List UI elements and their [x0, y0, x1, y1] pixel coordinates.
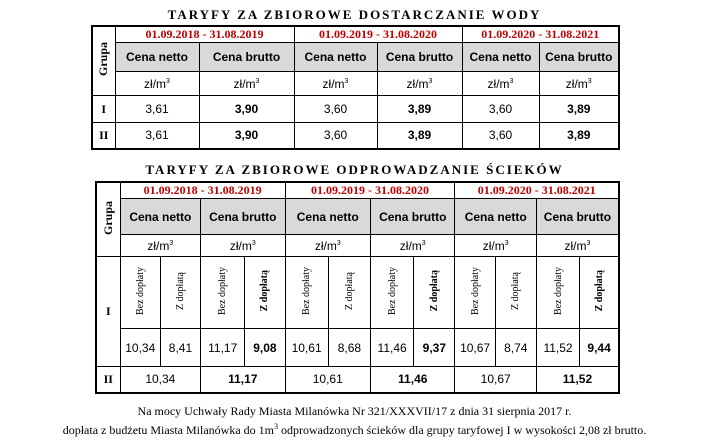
unit-label: $zł/m^3$ — [115, 72, 199, 96]
price-cell: 8,41 — [160, 329, 200, 367]
price-cell: 10,67 — [455, 367, 536, 393]
bez-doplaty-header: Bez dopłaty — [120, 257, 160, 329]
price-cell: 3,60 — [294, 96, 377, 123]
unit-label: $zł/m^3$ — [539, 72, 619, 96]
z-doplata-header: Z dopłatą — [160, 257, 200, 329]
price-cell: 11,46 — [371, 367, 455, 393]
price-cell: 3,60 — [294, 123, 377, 149]
table-row — [96, 367, 619, 393]
group-label: II — [96, 367, 120, 393]
z-doplata-header: Z dopłatą — [414, 257, 455, 329]
bez-doplaty-header: Bez dopłaty — [536, 257, 579, 329]
netto-header: Cena netto — [115, 43, 199, 72]
bez-doplaty-header: Bez dopłaty — [201, 257, 245, 329]
price-cell: 10,34 — [120, 367, 200, 393]
price-cell: 11,52 — [536, 367, 619, 393]
sewage-tariff-title: TARYFY ZA ZBIOROWE ODPROWADZANIE ŚCIEKÓW — [145, 162, 564, 177]
price-cell: 9,08 — [245, 329, 285, 367]
period-header: 01.09.2018 - 31.08.2019 — [115, 26, 294, 43]
period-header: 01.09.2019 - 31.08.2020 — [294, 26, 462, 43]
netto-header: Cena netto — [462, 43, 539, 72]
price-cell: 3,89 — [539, 123, 619, 149]
netto-header: Cena netto — [294, 43, 377, 72]
brutto-header: Cena brutto — [371, 199, 455, 235]
unit-label: $zł/m^3$ — [285, 235, 370, 257]
unit-label: $zł/m^3$ — [462, 72, 539, 96]
group-label: II — [92, 123, 115, 149]
period-header: 01.09.2020 - 31.08.2021 — [455, 182, 619, 199]
unit-label: $zł/m^3$ — [120, 235, 200, 257]
note-line-1: Na mocy Uchwały Rady Miasta Milanówka Nr 321/XXXVII/17 z dnia 31 sierpnia 2017 r. — [137, 404, 572, 418]
unit-label: $zł/m^3$ — [377, 72, 462, 96]
subsidy-note — [0, 404, 709, 438]
price-cell: 10,67 — [455, 329, 495, 367]
price-cell: 3,89 — [377, 96, 462, 123]
group-label: I — [96, 257, 120, 367]
price-cell: 3,60 — [462, 96, 539, 123]
period-header: 01.09.2020 - 31.08.2021 — [462, 26, 619, 43]
unit-label: $zł/m^3$ — [455, 235, 536, 257]
bez-doplaty-header: Bez dopłaty — [371, 257, 414, 329]
price-cell: 3,89 — [539, 96, 619, 123]
brutto-header: Cena brutto — [377, 43, 462, 72]
unit-label: $zł/m^3$ — [201, 235, 285, 257]
price-cell: 8,68 — [328, 329, 370, 367]
price-cell: 3,60 — [462, 123, 539, 149]
price-cell: 3,90 — [199, 123, 294, 149]
unit-label: $zł/m^3$ — [536, 235, 619, 257]
price-cell: 11,17 — [201, 367, 285, 393]
note-line-2: dopłata z budżetu Miasta Milanówka do $1m^3$ odprowadzonych ścieków dla grupy taryfowej I w wysokości 2,08 zł brutto. — [62, 422, 647, 437]
brutto-header: Cena brutto — [201, 199, 285, 235]
price-cell: 10,61 — [285, 367, 370, 393]
price-cell: 9,37 — [414, 329, 455, 367]
z-doplata-header: Z dopłatą — [580, 257, 619, 329]
brutto-header: Cena brutto — [536, 199, 619, 235]
z-doplata-header: Z dopłatą — [245, 257, 285, 329]
price-cell: 3,61 — [115, 96, 199, 123]
water-tariff-table — [91, 25, 620, 150]
z-doplata-header: Z dopłatą — [495, 257, 536, 329]
table-row — [92, 123, 619, 149]
price-cell: 9,44 — [580, 329, 619, 367]
grupa-header: Grupa — [92, 26, 115, 96]
table-row — [92, 96, 619, 123]
group-label: I — [92, 96, 115, 123]
period-header: 01.09.2019 - 31.08.2020 — [285, 182, 455, 199]
netto-header: Cena netto — [285, 199, 370, 235]
bez-doplaty-header: Bez dopłaty — [455, 257, 495, 329]
unit-label: $zł/m^3$ — [371, 235, 455, 257]
bez-doplaty-header: Bez dopłaty — [285, 257, 328, 329]
price-cell: 3,90 — [199, 96, 294, 123]
netto-header: Cena netto — [455, 199, 536, 235]
price-cell: 11,52 — [536, 329, 579, 367]
price-cell: 11,17 — [201, 329, 245, 367]
sewage-tariff-table — [95, 181, 620, 394]
table-row — [96, 329, 619, 367]
period-header: 01.09.2018 - 31.08.2019 — [120, 182, 285, 199]
z-doplata-header: Z dopłatą — [328, 257, 370, 329]
price-cell: 8,74 — [495, 329, 536, 367]
price-cell: 10,34 — [120, 329, 160, 367]
price-cell: 10,61 — [285, 329, 328, 367]
water-tariff-title: TARYFY ZA ZBIOROWE DOSTARCZANIE WODY — [167, 7, 542, 22]
unit-label: $zł/m^3$ — [199, 72, 294, 96]
brutto-header: Cena brutto — [199, 43, 294, 72]
price-cell: 3,61 — [115, 123, 199, 149]
grupa-header: Grupa — [96, 182, 120, 257]
price-cell: 11,46 — [371, 329, 414, 367]
netto-header: Cena netto — [120, 199, 200, 235]
price-cell: 3,89 — [377, 123, 462, 149]
unit-label: $zł/m^3$ — [294, 72, 377, 96]
brutto-header: Cena brutto — [539, 43, 619, 72]
